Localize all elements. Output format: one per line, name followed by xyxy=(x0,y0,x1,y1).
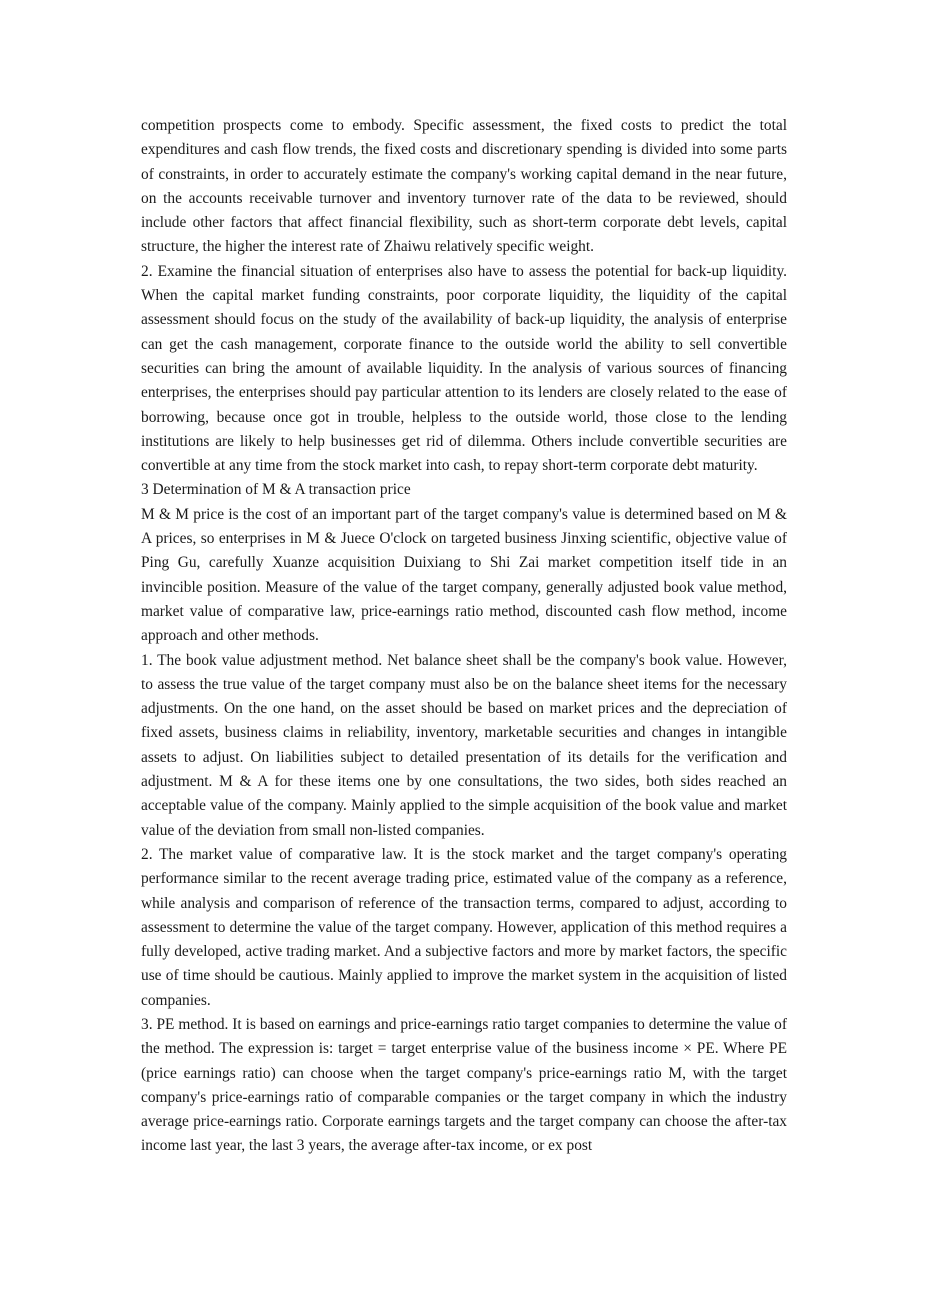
paragraph-book-value-method: 1. The book value adjustment method. Net balance sheet shall be the company's book value. However, to assess the true value of the target company must also be on the balance sheet items for the necessary adjustments. On the one hand, on the asset should be based on market prices and the depreciation of fixed assets, business claims in reliability, inventory, marketable securities and changes in intangible assets to adjust. On liabilities subject to detailed presentation of its details for the verification and adjustment. M & A for these items one by one consultations, the two sides, both sides reached an acceptable value of the company. Mainly applied to the simple acquisition of the book value and market value of the deviation from small non-listed companies. xyxy=(141,651,787,839)
paragraph-mm-price: M & M price is the cost of an important part of the target company's value is determined based on M & A prices, so enterprises in M & Juece O'clock on targeted business Jinxing scientific, objective value of Ping Gu, carefully Xuanze acquisition Duixiang to Shi Zai market competition itself tide in an invincible position. Measure of the value of the target company, generally adjusted book value method, market value of comparative law, price-earnings ratio method, discounted cash flow method, income approach and other methods. xyxy=(141,505,787,645)
paragraph-financial-flexibility: competition prospects come to embody. Specific assessment, the fixed costs to predict the total expenditures and cash flow trends, the fixed costs and discretionary spending is divided into some parts of constraints, in order to accurately estimate the company's working capital demand in the near future, on the accounts receivable turnover and inventory turnover rate of the data to be reviewed, should include other factors that affect financial flexibility, such as short-term corporate debt levels, capital structure, the higher the interest rate of Zhaiwu relatively specific weight. xyxy=(141,117,787,256)
paragraph-market-value-method: 2. The market value of comparative law. It is the stock market and the target company's operating performance similar to the recent average trading price, estimated value of the company as a reference, while analysis and comparison of reference of the transaction terms, compared to adjust, according to assessment to determine the value of the target company. However, application of this method requires a fully developed, active trading market. And a subjective factors and more by market factors, the specific use of time should be cautious. Mainly applied to improve the market system in the acquisition of listed companies. xyxy=(141,845,787,1009)
paragraph-pe-method: 3. PE method. It is based on earnings and price-earnings ratio target companies to determine the value of the method. The expression is: target = target enterprise value of the business income × PE. Where PE (price earnings ratio) can choose when the target company's price-earnings ratio M, with the target company's price-earnings ratio of comparable companies or the target company in which the industry average price-earnings ratio. Corporate earnings targets and the target company can choose the after-tax income last year, the last 3 years, the average after-tax income, or ex post xyxy=(141,1015,787,1155)
paragraph-backup-liquidity: 2. Examine the financial situation of enterprises also have to assess the potential for back-up liquidity. When the capital market funding constraints, poor corporate liquidity, the liquidity of the capital assessment should focus on the study of the availability of back-up liquidity, the analysis of enterprise can get the cash management, corporate finance to the outside world the ability to sell convertible securities can bring the amount of available liquidity. In the analysis of various sources of financing enterprises, the enterprises should pay particular attention to its lenders are closely related to the ease of borrowing, because once got in trouble, helpless to the outside world, those close to the lending institutions are likely to help businesses get rid of dilemma. Others include convertible securities are convertible at any time from the stock market into cash, to repay short-term corporate debt maturity. xyxy=(141,262,787,475)
document-page xyxy=(141,114,787,1159)
section-heading-transaction-price: 3 Determination of M & A transaction price xyxy=(141,481,411,499)
